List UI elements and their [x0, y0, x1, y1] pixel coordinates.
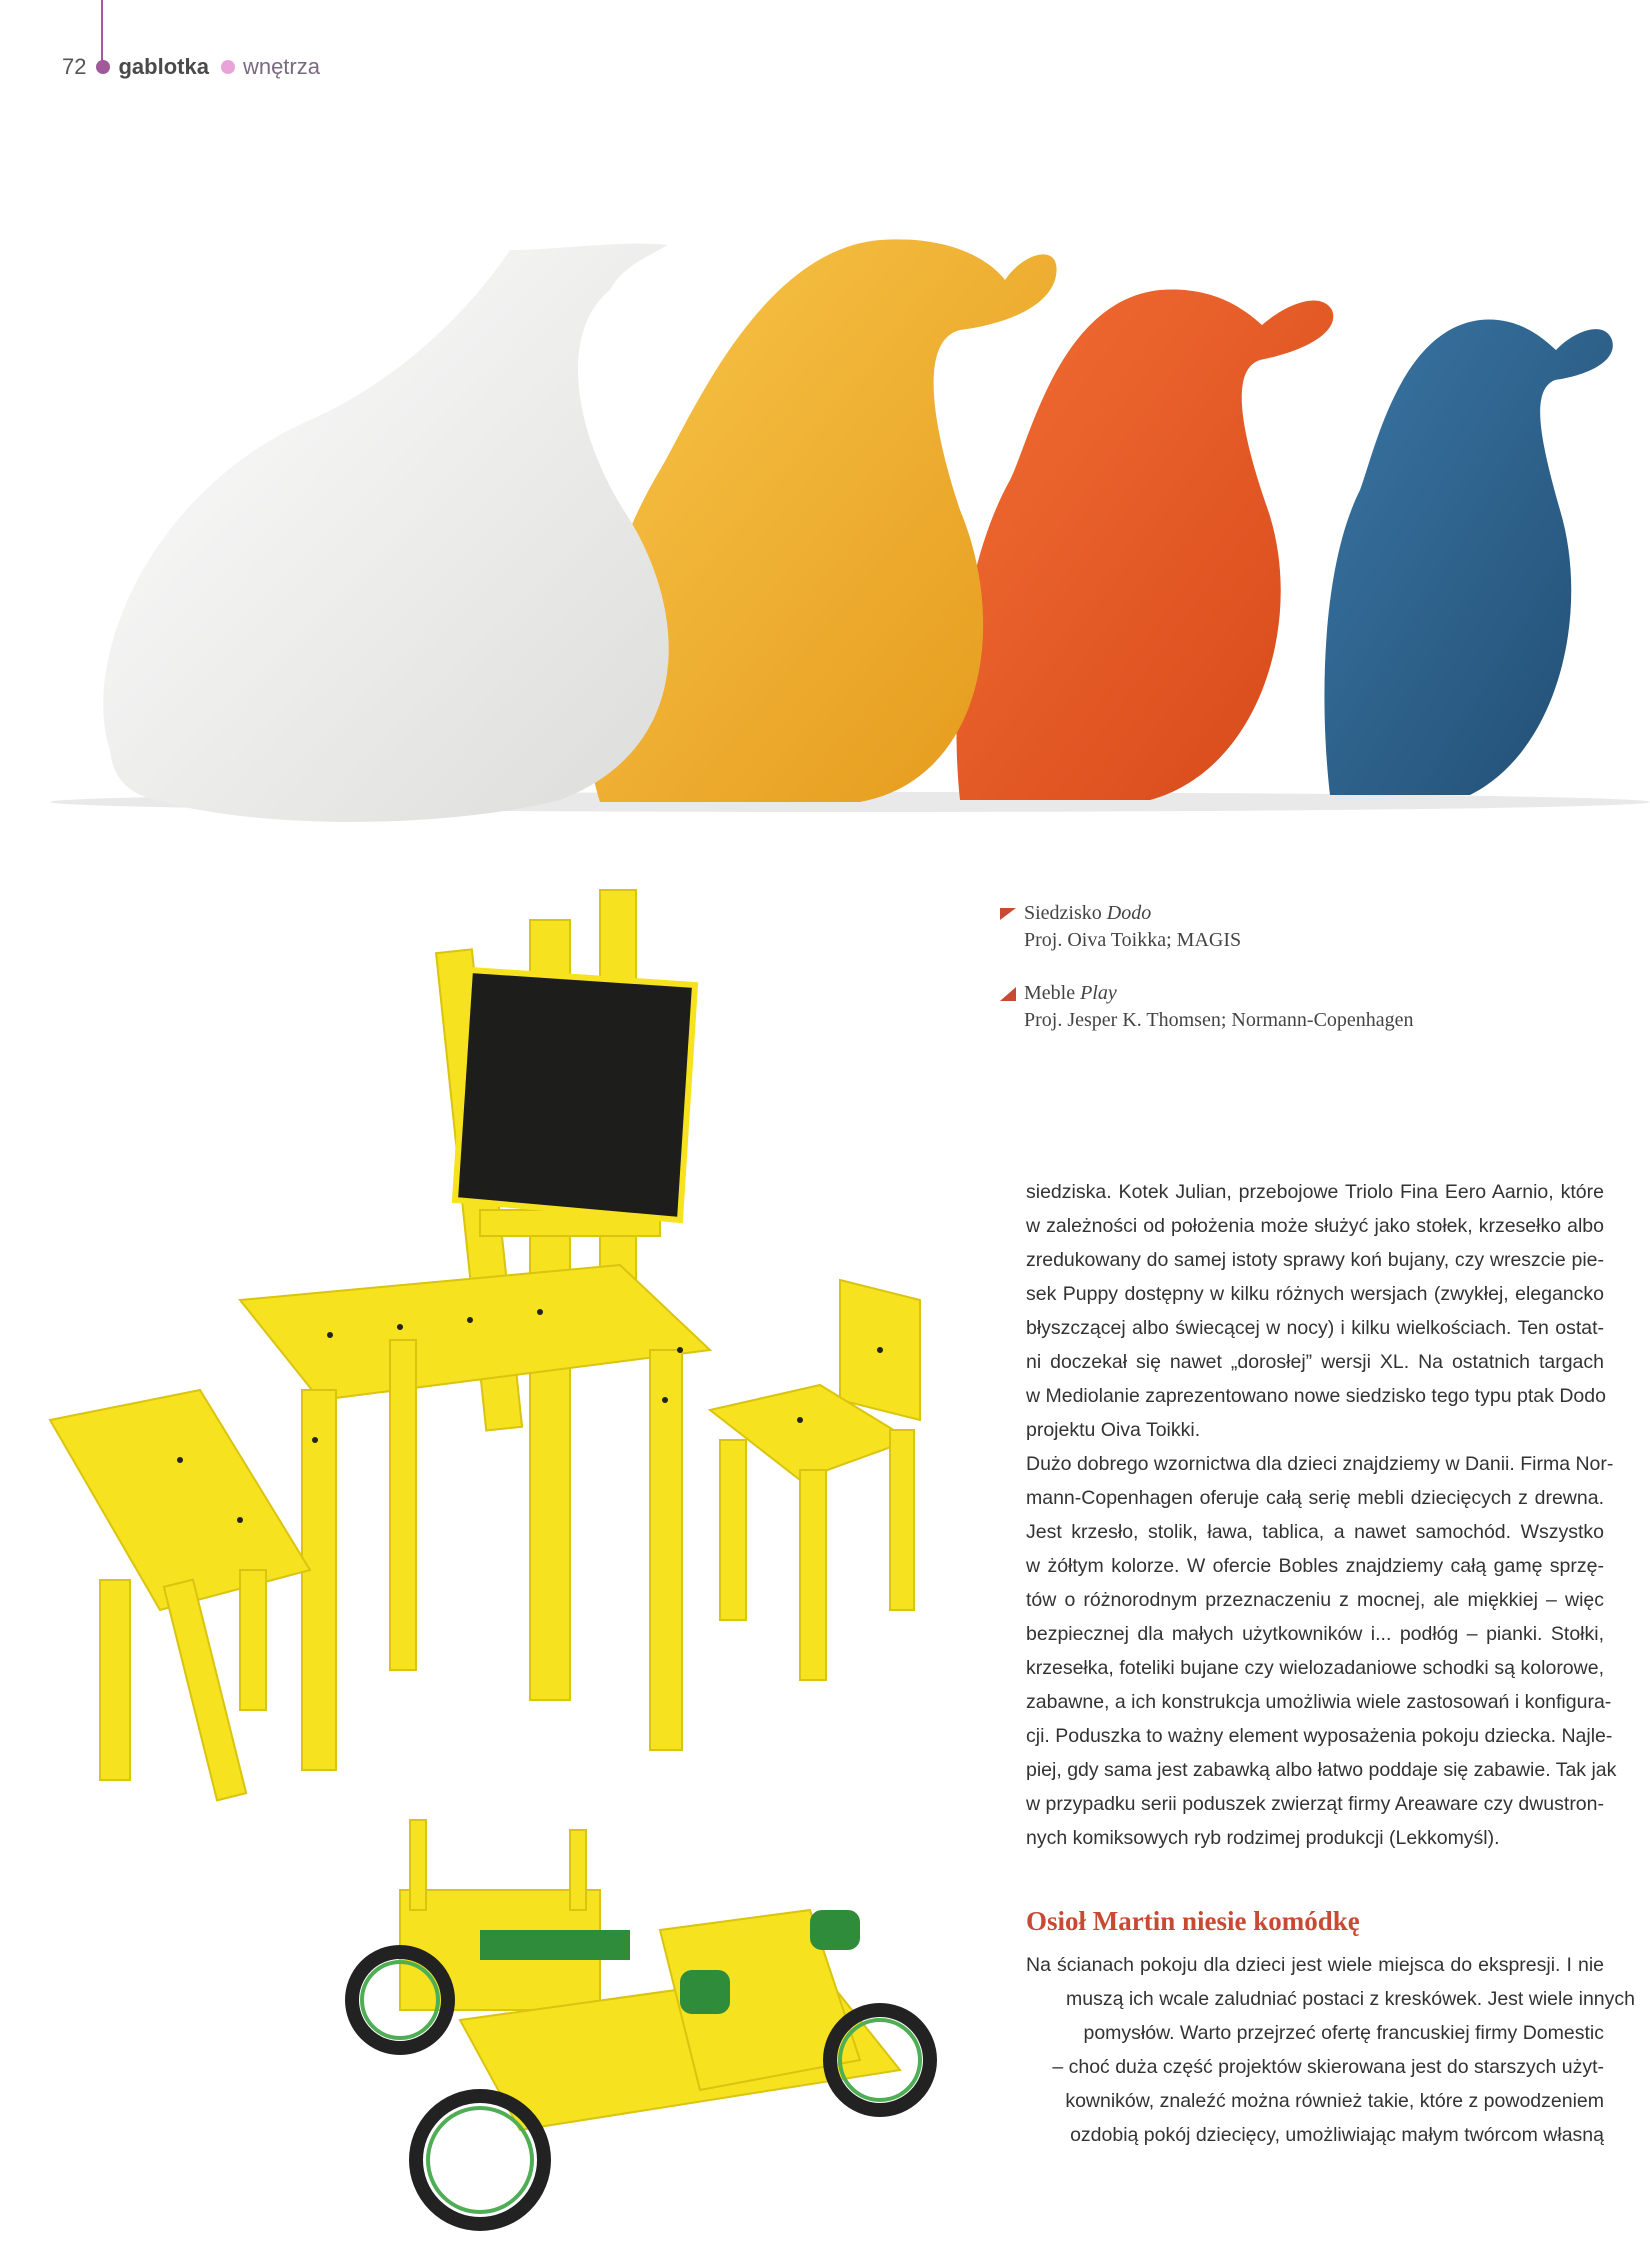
bullet-dot-icon	[96, 60, 110, 74]
section-name: gablotka	[118, 54, 209, 79]
screw-dot	[327, 1332, 333, 1338]
article-paragraph-2	[1026, 1447, 1617, 1855]
text-line: błyszczącej albo świecącej w nocy) i kilku wielkościach. Ten ostat-	[1026, 1317, 1604, 1339]
car-seat-post	[410, 1820, 426, 1910]
text-line: muszą ich wcale zaludniać postaci z kreskówek. Jest wiele innych	[1066, 1988, 1635, 2010]
text-line: w Mediolanie zaprezentowano nowe siedzisko tego typu ptak Dodo	[1026, 1385, 1606, 1407]
text-line: projektu Oiva Toikki.	[1026, 1419, 1201, 1441]
text-line: cji. Poduszka to ważny element wyposażenia pokoju dziecka. Najle-	[1026, 1725, 1613, 1747]
table-leg	[390, 1340, 416, 1670]
caption-play	[1000, 980, 1414, 1034]
table-leg	[302, 1390, 336, 1770]
text-line: piej, gdy sama jest zabawką albo łatwo poddaje się zabawie. Tak jak	[1026, 1759, 1617, 1781]
text-line: – choć duża część projektów skierowana jest do starszych użyt-	[1052, 2056, 1604, 2078]
bench-seat	[50, 1390, 310, 1610]
text-line: w żółtym kolorze. W ofercie Bobles znajdziemy całą gamę sprzę-	[1026, 1555, 1604, 1577]
screw-dot	[177, 1457, 183, 1463]
chalkboard	[455, 970, 695, 1220]
screw-dot	[877, 1347, 883, 1353]
article-paragraph-1	[1026, 1175, 1604, 1447]
page-number: 72	[62, 54, 87, 79]
caption-product: Siedzisko	[1024, 902, 1107, 924]
dodo-seat-orange	[957, 290, 1334, 800]
text-line: zredukowany do samej istoty sprawy koń bujany, czy wreszcie pie-	[1026, 1249, 1604, 1271]
bullet-dot-icon	[221, 60, 235, 74]
text-line: zabawne, a ich konstrukcja umożliwia wiele zastosowań i konfigura-	[1026, 1691, 1612, 1713]
table-leg	[650, 1350, 682, 1750]
subsection-name: wnętrza	[242, 54, 320, 79]
text-line: nych komiksowych ryb rodzimej produkcji (Lekkomyśl).	[1026, 1827, 1500, 1849]
text-line: Na ścianach pokoju dla dzieci jest wiele miejsca do ekspresji. I nie	[1026, 1954, 1604, 1976]
page-header	[62, 52, 320, 82]
text-line: tów o różnorodnym przeznaczeniu z mocnej, ale miękkiej – więc	[1026, 1589, 1604, 1611]
screw-dot	[237, 1517, 243, 1523]
caption-product: Meble	[1024, 982, 1081, 1004]
caption-credit: Proj. Oiva Toikka; MAGIS	[1024, 929, 1242, 951]
text-line: pomysłów. Warto przejrzeć ofertę francuskiej firmy Domestic	[1083, 2022, 1604, 2044]
text-line: krzesełka, foteliki bujane czy wielozadaniowe schodki są kolorowe,	[1026, 1657, 1604, 1679]
article-paragraph-3	[1026, 1948, 1635, 2152]
caption-product-name: Play	[1080, 982, 1117, 1004]
screw-dot	[662, 1397, 668, 1403]
text-line: w przypadku serii poduszek zwierząt firmy Areaware czy dwustron-	[1026, 1793, 1604, 1815]
bench-leg	[100, 1580, 130, 1780]
bench-leg	[164, 1580, 246, 1801]
text-line: Jest krzesło, stolik, ława, tablica, a nawet samochód. Wszystko	[1026, 1521, 1604, 1543]
table-top	[240, 1265, 710, 1400]
text-line: Dużo dobrego wzornictwa dla dzieci znajdziemy w Danii. Firma Nor-	[1026, 1453, 1614, 1475]
caption-credit: Proj. Jesper K. Thomsen; Normann-Copenhagen	[1024, 1009, 1414, 1031]
text-line: ozdobią pokój dziecięcy, umożliwiając małym twórcom własną	[1070, 2124, 1604, 2146]
screw-dot	[312, 1437, 318, 1443]
car-green-headlight	[680, 1970, 730, 2014]
dodo-seat-blue	[1324, 320, 1612, 795]
text-line: ni doczekał się nawet „dorosłej” wersji XL. Na ostatnich targach	[1026, 1351, 1604, 1373]
caption-product-name: Dodo	[1106, 902, 1152, 924]
screw-dot	[397, 1324, 403, 1330]
text-line: siedziska. Kotek Julian, przebojowe Triolo Fina Eero Aarnio, które	[1026, 1181, 1604, 1203]
car-wheel	[416, 2096, 544, 2224]
screw-dot	[537, 1309, 543, 1315]
text-line: sek Puppy dostępny w kilku różnych wersjach (zwykłej, elegancko	[1026, 1283, 1604, 1305]
chair-leg	[890, 1430, 914, 1610]
screw-dot	[467, 1317, 473, 1323]
text-line: bezpiecznej dla małych użytkowników i... podłóg – pianki. Stołki,	[1026, 1623, 1604, 1645]
dodo-seat-white	[103, 244, 669, 822]
chair-leg	[720, 1440, 746, 1620]
caption-dodo	[1000, 900, 1241, 954]
screw-dot	[677, 1347, 683, 1353]
play-furniture-photo	[40, 880, 1020, 1800]
screw-dot	[797, 1417, 803, 1423]
bench-leg	[240, 1570, 266, 1710]
text-line: w zależności od położenia może służyć jako stołek, krzesełko albo	[1026, 1215, 1604, 1237]
section-heading: Osioł Martin niesie komódkę	[1026, 1906, 1360, 1936]
toy-car-photo	[340, 1820, 980, 2240]
text-line: kowników, znaleźć można również takie, które z powodzeniem	[1065, 2090, 1604, 2112]
car-seat-post	[570, 1830, 586, 1910]
car-green-headlight	[810, 1910, 860, 1950]
text-line: mann-Copenhagen oferuje całą serię mebli dziecięcych z drewna.	[1026, 1487, 1604, 1509]
chair-leg	[800, 1470, 826, 1680]
car-green-cushion	[480, 1930, 630, 1960]
dodo-seats-photo	[0, 190, 1650, 830]
car-wheel-rim	[428, 2108, 532, 2212]
